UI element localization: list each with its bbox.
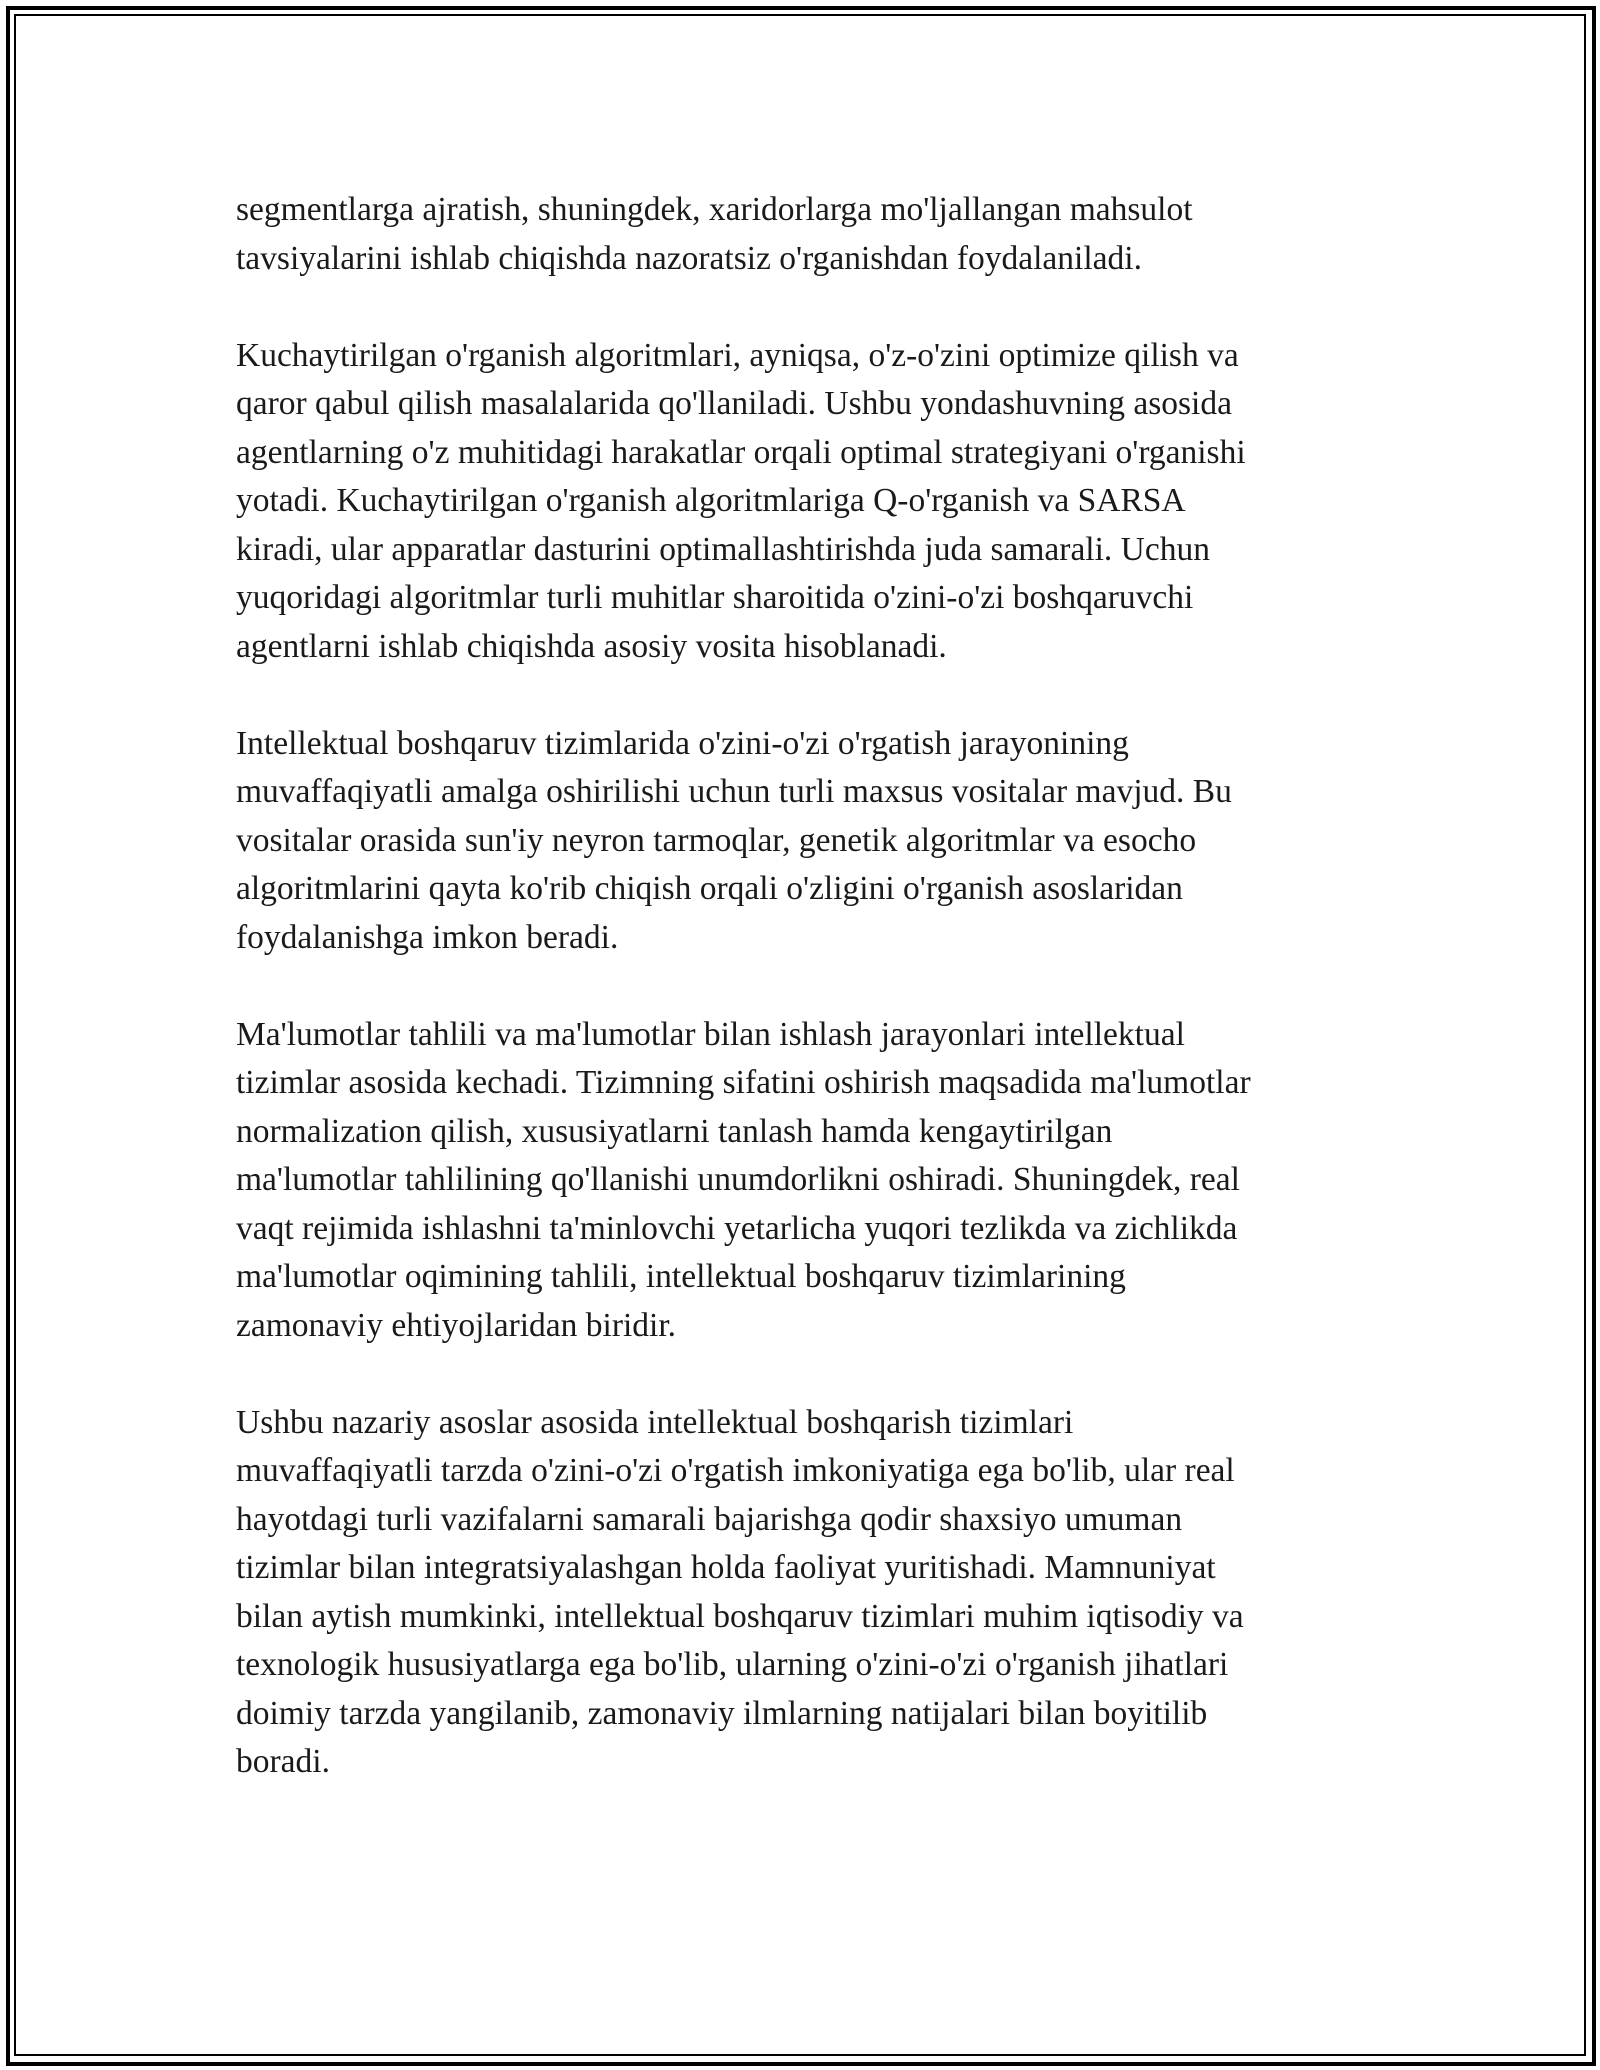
- text-line: segmentlarga ajratish, shuningdek, xaridorlarga mo'ljallangan mahsulot: [236, 191, 1193, 228]
- text-line: Kuchaytirilgan o'rganish algoritmlari, ayniqsa, o'z-o'zini optimize qilish va: [236, 336, 1239, 374]
- text-line: foydalanishga imkon beradi.: [236, 918, 619, 956]
- text-line: muvaffaqiyatli tarzda o'zini-o'zi o'rgatish imkoniyatiga ega bo'lib, ular real: [236, 1452, 1235, 1489]
- text-line: doimiy tarzda yangilanib, zamonaviy ilmlarning natijalari bilan boyitilib: [236, 1694, 1208, 1732]
- text-line: tizimlar bilan integratsiyalashgan holda faoliyat yuritishadi. Mamnuniyat: [236, 1549, 1216, 1586]
- text-line: yotadi. Kuchaytirilgan o'rganish algoritmlariga Q-o'rganish va SARSA: [236, 482, 1186, 519]
- text-line: boradi.: [236, 1743, 330, 1780]
- text-line: ma'lumotlar oqimining tahlili, intellektual boshqaruv tizimlarining: [236, 1258, 1126, 1295]
- text-line: hayotdagi turli vazifalarni samarali bajarishga qodir shaxsiyo umuman: [236, 1500, 1183, 1538]
- document-body: [236, 186, 1366, 1835]
- paragraph-segmentation: [236, 186, 1366, 283]
- text-line: qaror qabul qilish masalalarida qo'llaniladi. Ushbu yondashuvning asosida: [236, 385, 1232, 422]
- paragraph-conclusion: [236, 1399, 1366, 1787]
- paragraph-reinforcement-learning: [236, 332, 1366, 672]
- paragraph-self-learning-tools: [236, 720, 1366, 963]
- text-line: vaqt rejimida ishlashni ta'minlovchi yetarlicha yuqori tezlikda va zichlikda: [236, 1209, 1238, 1247]
- text-line: normalization qilish, xususiyatlarni tanlash hamda kengaytirilgan: [236, 1112, 1113, 1150]
- text-line: tavsiyalarini ishlab chiqishda nazoratsiz o'rganishdan foydalaniladi.: [236, 239, 1142, 277]
- text-line: kiradi, ular apparatlar dasturini optimallashtirishda juda samarali. Uchun: [236, 530, 1210, 568]
- text-line: bilan aytish mumkinki, intellektual boshqaruv tizimlari muhim iqtisodiy va: [236, 1597, 1244, 1635]
- text-line: Intellektual boshqaruv tizimlarida o'zini-o'zi o'rgatish jarayonining: [236, 724, 1129, 762]
- text-line: zamonaviy ehtiyojlaridan biridir.: [236, 1306, 677, 1344]
- text-line: tizimlar asosida kechadi. Tizimning sifatini oshirish maqsadida ma'lumotlar: [236, 1064, 1251, 1101]
- text-line: agentlarning o'z muhitidagi harakatlar orqali optimal strategiyani o'rganishi: [236, 433, 1246, 471]
- text-line: Ma'lumotlar tahlili va ma'lumotlar bilan ishlash jarayonlari intellektual: [236, 1015, 1185, 1053]
- text-line: agentlarni ishlab chiqishda asosiy vosita hisoblanadi.: [236, 627, 947, 665]
- paragraph-data-analysis: [236, 1011, 1366, 1351]
- text-line: muvaffaqiyatli amalga oshirilishi uchun turli maxsus vositalar mavjud. Bu: [236, 773, 1232, 810]
- text-line: texnologik hususiyatlarga ega bo'lib, ularning o'zini-o'zi o'rganish jihatlari: [236, 1646, 1229, 1683]
- text-line: algoritmlarini qayta ko'rib chiqish orqali o'zligini o'rganish asoslaridan: [236, 870, 1183, 907]
- text-line: ma'lumotlar tahlilining qo'llanishi unumdorlikni oshiradi. Shuningdek, real: [236, 1161, 1240, 1198]
- text-line: vositalar orasida sun'iy neyron tarmoqlar, genetik algoritmlar va esocho: [236, 821, 1197, 859]
- text-line: yuqoridagi algoritmlar turli muhitlar sharoitida o'zini-o'zi boshqaruvchi: [236, 579, 1194, 616]
- text-line: Ushbu nazariy asoslar asosida intellektual boshqarish tizimlari: [236, 1403, 1074, 1441]
